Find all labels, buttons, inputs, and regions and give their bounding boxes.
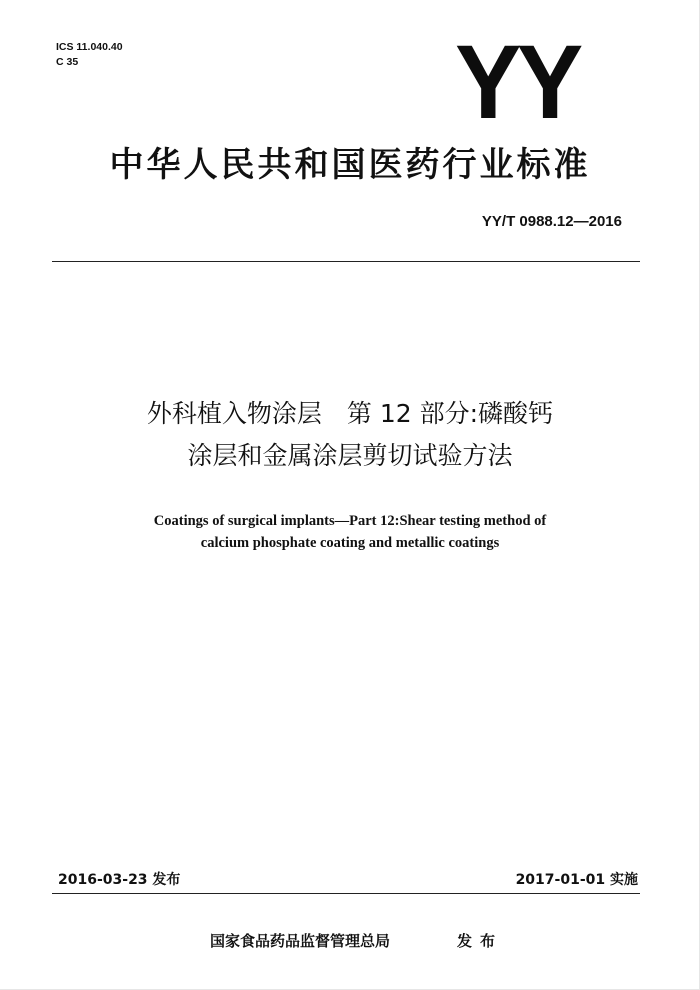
- yy-logo: YY: [455, 24, 579, 141]
- top-divider: [52, 261, 640, 262]
- publisher-name: 国家食品药品监督管理总局: [210, 932, 391, 950]
- english-title-line-1: Coatings of surgical implants—Part 12:Shear testing method of: [153, 513, 547, 529]
- classification-codes: [56, 40, 123, 70]
- chinese-title: [0, 393, 700, 477]
- ics-code: ICS 11.040.40: [56, 41, 123, 53]
- english-title: [0, 510, 700, 554]
- bottom-divider: [52, 893, 640, 894]
- standard-number: YY/T 0988.12—2016: [481, 213, 622, 230]
- implementation-date: 2017-01-01 实施: [515, 872, 638, 888]
- chinese-title-line-2: 涂层和金属涂层剪切试验方法: [187, 441, 513, 470]
- issue-date: 2016-03-23 发布: [58, 872, 181, 888]
- chinese-title-line-1: 外科植入物涂层 第 12 部分:磷酸钙: [146, 399, 554, 428]
- standard-title: 中华人民共和国医药行业标准: [109, 145, 591, 185]
- english-title-line-2: calcium phosphate coating and metallic coatings: [200, 535, 500, 551]
- publish-label: 发布: [457, 932, 504, 950]
- ccs-code: C 35: [56, 56, 79, 68]
